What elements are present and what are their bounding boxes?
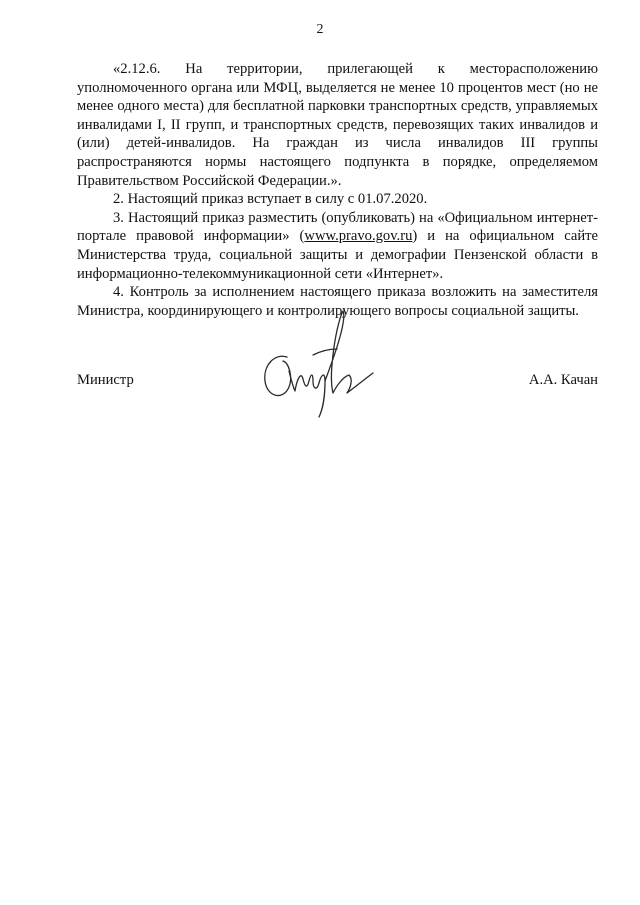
publication-text-end: ) и на официальном сайте Министерства труда, социальной защиты и демографии Пензенской области в информационно-телекоммуникационной сети «Интернет».: [77, 228, 599, 282]
paragraph-publication: [77, 209, 598, 283]
pravo-link[interactable]: www.pravo.gov.ru: [304, 228, 413, 245]
paragraph-2-12-6: «2.12.6. На территории, прилегающей к месторасположению уполномоченного органа или МФЦ, выделяется не менее 10 процентов мест (но не менее одного места) для бесплатной парковки транспортных средств, управляемых инвалидами I, II групп, и транспортных средств, перевозящих таких инвалидов и (или) детей-инвалидов. На граждан из числа инвалидов III группы распространяются нормы настоящего подпункта в порядке, определяемом Правительством Российской Федерации.».: [77, 61, 598, 189]
paragraph-control: 4. Контроль за исполнением настоящего приказа возложить на заместителя Министра, координирующего и контролирующего вопросы социальной защиты.: [77, 284, 598, 319]
signatory-name: А.А. Качан: [528, 372, 598, 388]
page-number: 2: [316, 22, 324, 37]
signatory-title: Министр: [77, 372, 134, 388]
handwritten-signature: [255, 305, 375, 423]
document-body: [77, 60, 598, 320]
paragraph-effective-date: 2. Настоящий приказ вступает в силу с 01.07.2020.: [113, 191, 428, 208]
publication-text-start: 3. Настоящий приказ разместить (опубликовать) на «Официальном интернет-портале правовой информации» (: [77, 209, 598, 245]
